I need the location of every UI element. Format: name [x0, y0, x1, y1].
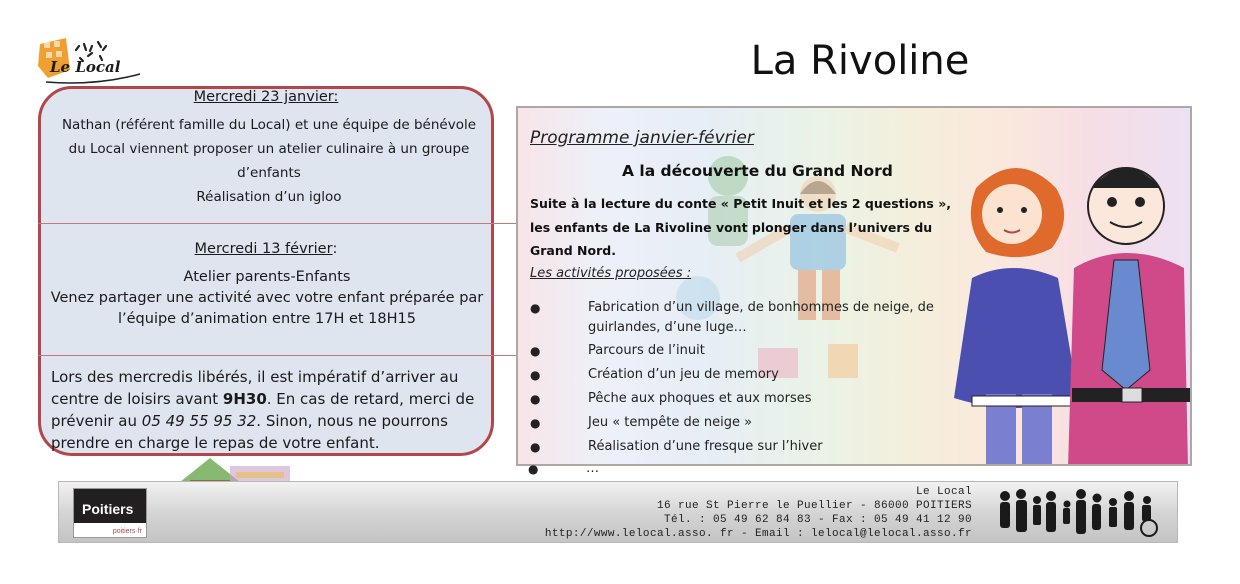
- footer-org-name: Le Local: [915, 486, 972, 498]
- section3-part: Lors des mercredis libérés, il est impératif d’arriver au centre de loisirs avant: [51, 368, 459, 408]
- footer-phones: Tél. : 05 49 62 84 83 - Fax : 05 49 41 12 90: [663, 514, 972, 526]
- section1-line: d’enfants: [237, 165, 301, 181]
- activity-text: Jeu « tempête de neige »: [588, 415, 753, 430]
- section1-title: Mercredi 23 janvier:: [193, 89, 339, 105]
- bullet: ●: [530, 392, 541, 406]
- program-label: Programme janvier-février: [530, 128, 754, 148]
- activity-text: Fabrication d’un village, de bonhommes de neige, de guirlandes, d’une luge…: [588, 300, 934, 335]
- section1-line: Nathan (référent famille du Local) et une équipe de bénévole: [61, 117, 477, 133]
- poitiers-logo-name: Poitiers: [82, 501, 134, 517]
- section2-date: Mercredi 13 février: [194, 241, 333, 257]
- activity-text: …: [586, 461, 599, 476]
- program-title: A la découverte du Grand Nord: [622, 162, 893, 180]
- poitiers-logo-url: poitiers·fr: [112, 528, 142, 535]
- le-local-logo: [36, 36, 146, 86]
- section2-colon: :: [332, 241, 338, 257]
- section3-part: . Sinon, nous ne pourrons prendre en charge le repas de votre enfant.: [51, 412, 448, 452]
- footer-banner: [58, 481, 1178, 543]
- footer-web-email: http://www.lelocal.asso. fr - Email : lelocal@lelocal.asso.fr: [544, 528, 972, 540]
- people-silhouettes-icon: [995, 484, 1167, 540]
- section3-phone: 05 49 55 95 32: [141, 412, 257, 430]
- bullet: ●: [530, 440, 541, 454]
- characters-drawing: [946, 148, 1190, 464]
- page-title: La Rivoline: [750, 38, 970, 84]
- activity-text: Pêche aux phoques et aux morses: [588, 391, 812, 406]
- activities-label: Les activités proposées :: [530, 266, 692, 281]
- bullet: ●: [530, 416, 541, 430]
- activity-text: Parcours de l’inuit: [588, 343, 705, 358]
- activity-item: [530, 298, 960, 338]
- activity-text: Réalisation d’une fresque sur l’hiver: [588, 439, 823, 454]
- divider: [38, 355, 533, 356]
- bullet: ●: [530, 344, 541, 358]
- section2-subtitle: Atelier parents-Enfants: [183, 269, 351, 285]
- bullet: ●: [528, 462, 539, 476]
- section2-title: [41, 241, 491, 257]
- activity-text: Création d’un jeu de memory: [588, 367, 779, 382]
- section3-time: 9H30: [222, 390, 267, 408]
- poitiers-logo: [73, 488, 147, 538]
- section3-text: [51, 366, 487, 454]
- section2-text: Venez partager une activité avec votre enfant préparée par l’équipe d’animation entre 17H et 18H15: [50, 290, 484, 327]
- program-panel: [516, 106, 1192, 466]
- footer-address: 16 rue St Pierre le Puellier - 86000 POITIERS: [656, 500, 972, 512]
- section1-body: [51, 113, 487, 209]
- section2-body: [47, 267, 487, 330]
- bullet: ●: [530, 368, 541, 382]
- section3-part: . En cas de retard, merci de prévenir au: [51, 390, 475, 430]
- divider: [38, 223, 533, 224]
- info-box: [38, 86, 494, 456]
- bullet: ●: [530, 301, 541, 315]
- section1-line: Réalisation d’un igloo: [196, 189, 342, 205]
- logo-text: Le Local: [50, 58, 121, 76]
- program-intro: Suite à la lecture du conte « Petit Inuit et les 2 questions », les enfants de La Rivoline vont plonger dans l’univers du Grand Nord.: [530, 196, 952, 258]
- section1-line: du Local viennent proposer un atelier culinaire à un groupe: [68, 141, 470, 157]
